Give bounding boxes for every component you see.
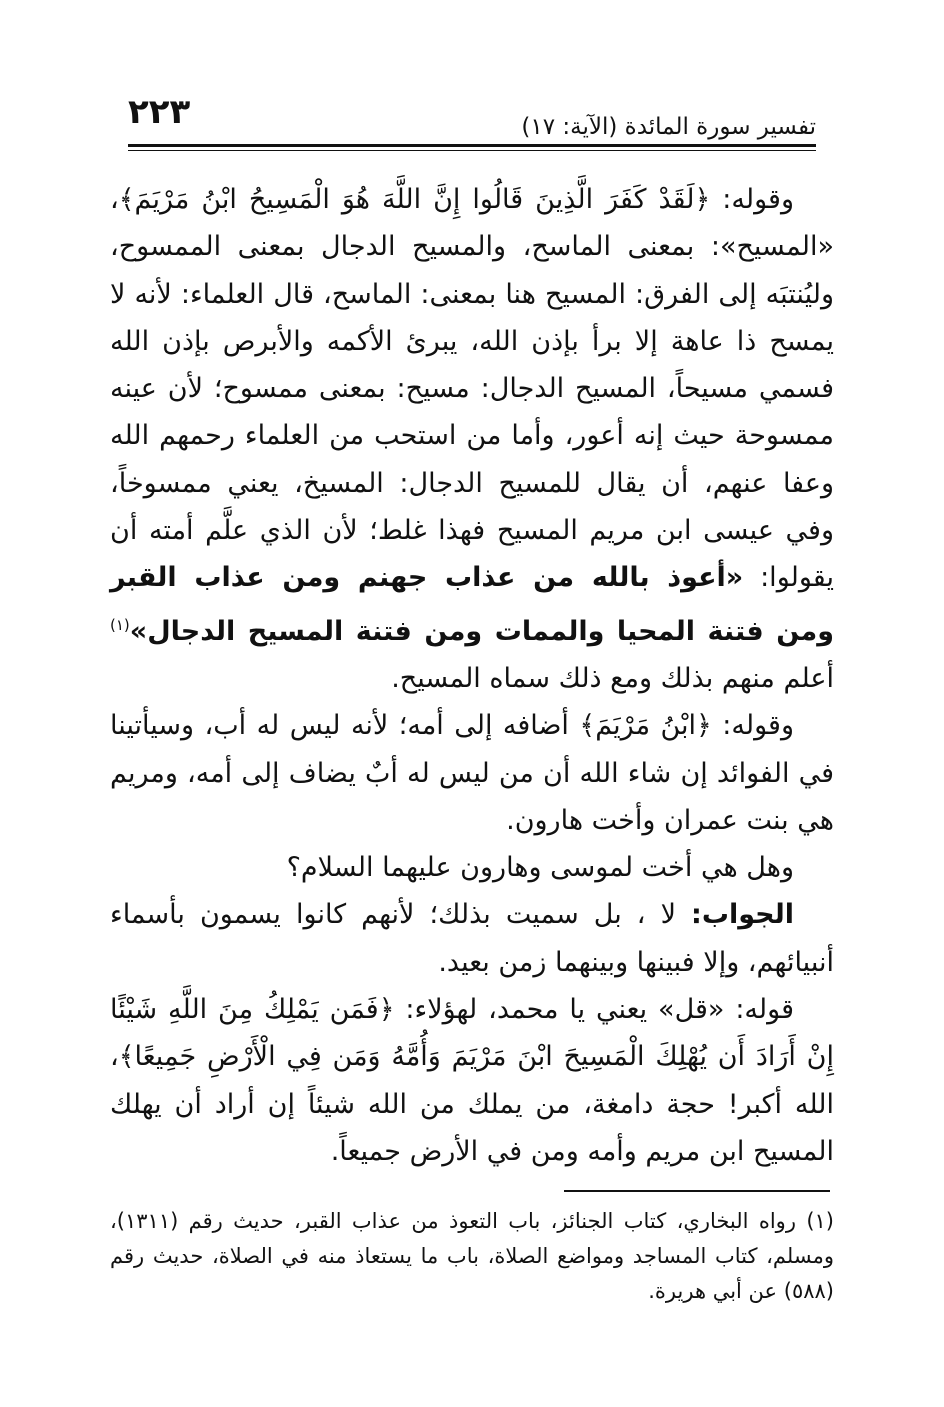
quran-verse-1: ﴿لَقَدْ كَفَرَ الَّذِينَ قَالُوا إِنَّ اللَّهَ هُوَ الْمَسِيحُ ابْنُ مَرْيَمَ﴾ xyxy=(118,184,711,215)
p1-end: أعلم منهم بذلك ومع ذلك سماه المسيح. xyxy=(391,662,834,694)
footnote-1: (١) رواه البخاري، كتاب الجنائز، باب التعوذ من عذاب القبر، حديث رقم (١٣١١)، ومسلم، كتاب المساجد ومواضع الصلاة، باب ما يستعاذ منه في الصلاة، حديث رقم (٥٨٨) عن أبي هريرة. xyxy=(110,1209,834,1303)
quran-verse-2: ﴿ابْنُ مَرْيَمَ﴾ xyxy=(579,710,712,742)
quran-verse-3: ﴿فَمَن يَمْلِكُ مِنَ اللَّهِ شَيْئًا إِنْ أَرَادَ أَن يُهْلِكَ الْمَسِيحَ ابْنَ مَرْيَمَ وَأُمَّهُ وَمَن فِي الْأَرْضِ جَمِيعًا﴾ xyxy=(110,994,834,1073)
answer-label: الجواب: xyxy=(691,899,794,931)
p1-lead: وقوله: xyxy=(710,184,794,215)
paragraph-4 xyxy=(110,891,834,986)
hadith-quote: «أعوذ بالله من عذاب جهنم ومن عذاب القبر ومن فتنة المحيا والممات ومن فتنة المسيح الدجال» xyxy=(110,562,834,647)
page-header xyxy=(128,92,816,142)
answer-text: لا ، بل سميت بذلك؛ لأنهم كانوا يسمون بأسماء أنبيائهم، وإلا فبينها وبينهما زمن بعيد. xyxy=(110,899,834,978)
running-title: تفسير سورة المائدة (الآية: ١٧) xyxy=(521,114,816,140)
main-text xyxy=(110,176,834,1175)
p2-lead: وقوله: xyxy=(711,710,795,742)
header-rule-thick xyxy=(128,144,816,147)
p5-lead: قوله: «قل» يعني يا محمد، لهؤلاء: xyxy=(394,994,794,1026)
header-rule-thin xyxy=(128,150,816,151)
p5-text: ، الله أكبر! حجة دامغة، من يملك من الله شيئاً إن أراد أن يهلك المسيح ابن مريم وأمه ومن في الأرض جميعاً. xyxy=(110,1041,834,1167)
paragraph-3: وهل هي أخت لموسى وهارون عليهما السلام؟ xyxy=(286,852,794,884)
footnote-marker: (١) xyxy=(110,615,130,634)
footnote-separator xyxy=(564,1190,830,1192)
footnotes xyxy=(110,1204,834,1309)
paragraph-1 xyxy=(110,176,834,702)
paragraph-5 xyxy=(110,986,834,1175)
paragraph-2 xyxy=(110,702,834,844)
page-number: ٢٢٣ xyxy=(128,92,191,132)
p1-text: ، «المسيح»: بمعنى الماسح، والمسيح الدجال بمعنى الممسوح، وليُنتبَه إلى الفرق: المسيح هنا بمعنى: الماسح، قال العلماء: لأنه لا يمسح ذا عاهة إلا برأ بإذن الله، يبرئ الأكمه والأبرص بإذن الله فسمي مسيحاً، المسيح الدجال: مسيح: بمعنى ممسوح؛ لأن عينه ممسوحة حيث إنه أعور، وأما من استحب من العلماء رحمهم الله وعفا عنهم، أن يقال للمسيح الدجال: المسيخ، يعني ممسوخاً، وفي عيسى ابن مريم المسيح فهذا غلط؛ لأن الذي علَّم أمته أن يقولوا: xyxy=(110,184,834,594)
p2-text: أضافه إلى أمه؛ لأنه ليس له أب، وسيأتينا في الفوائد إن شاء الله أن من ليس له أبٌ يضاف إلى أمه، ومريم هي بنت عمران وأخت هارون. xyxy=(110,710,834,836)
